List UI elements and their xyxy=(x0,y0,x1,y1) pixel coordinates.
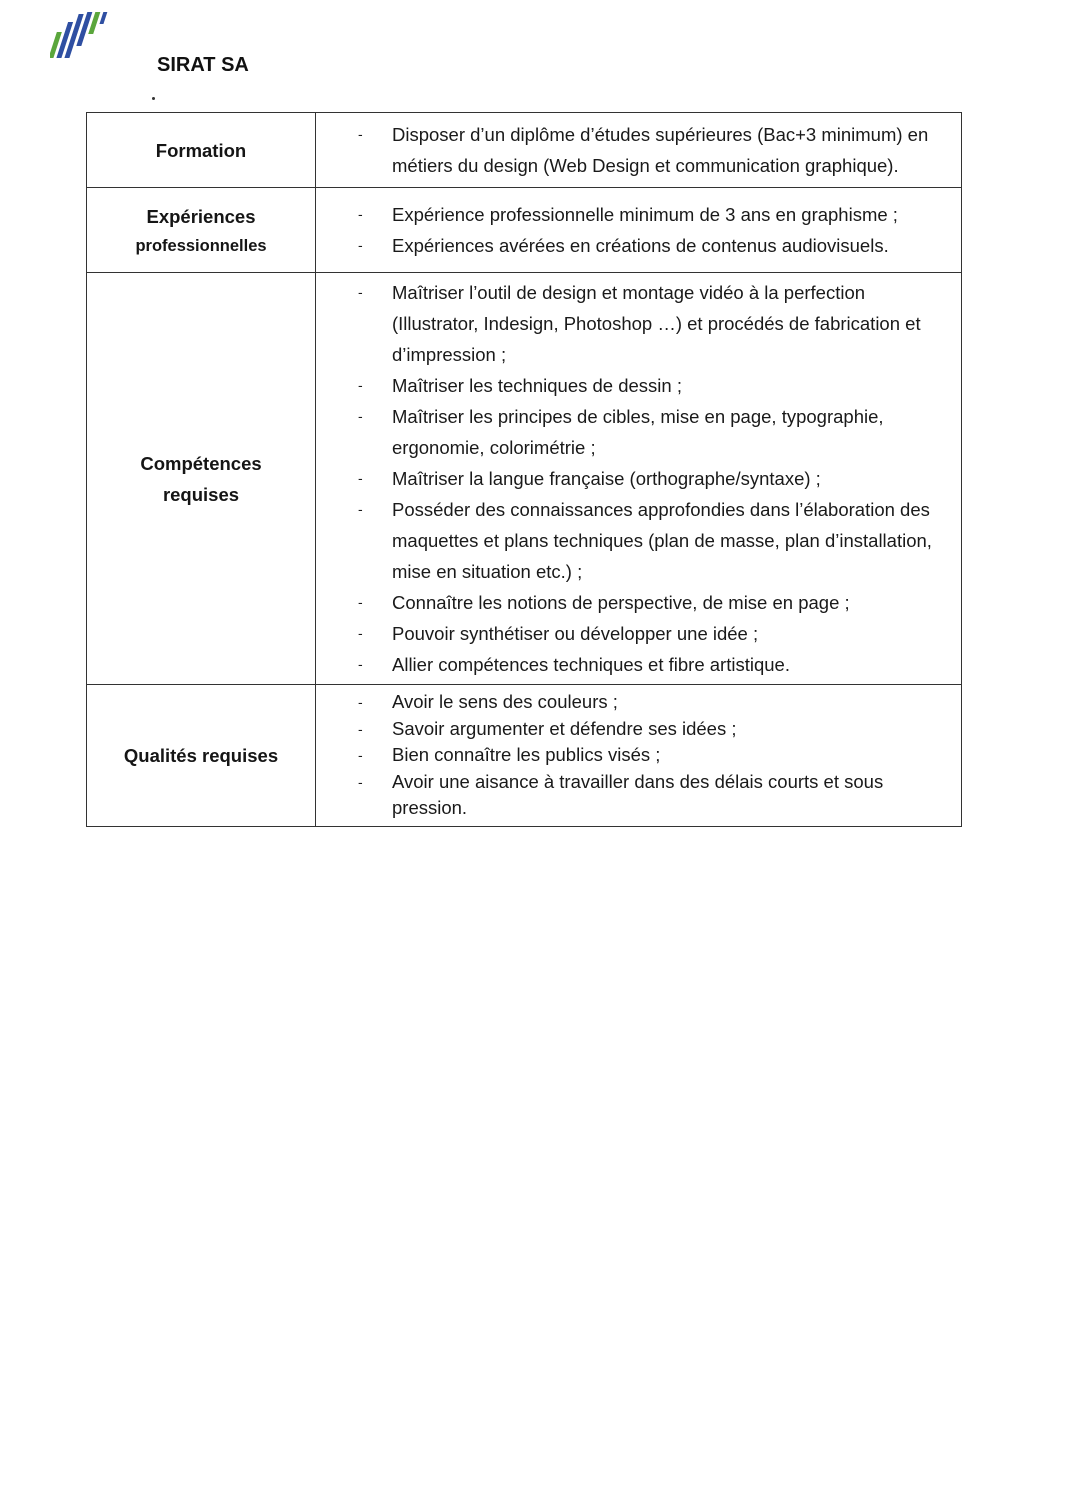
list-item: - Connaître les notions de perspective, de mise en page ; xyxy=(344,587,953,618)
list-item: - Maîtriser la langue française (orthographe/syntaxe) ; xyxy=(344,463,953,494)
list-item: - Maîtriser les techniques de dessin ; xyxy=(344,370,953,401)
row-content-experiences xyxy=(316,188,962,273)
list-item: - Expérience professionnelle minimum de 3 ans en graphisme ; xyxy=(344,199,953,230)
list-item: - Allier compétences techniques et fibre artistique. xyxy=(344,649,953,680)
list-item: - Bien connaître les publics visés ; xyxy=(344,742,953,769)
table-row xyxy=(87,113,962,188)
company-logo-icon xyxy=(50,10,112,62)
label-text: Compétences xyxy=(140,452,262,474)
list-item: - Maîtriser l’outil de design et montage vidéo à la perfection (Illustrator, Indesign, Photoshop …) et procédés de fabrication et d’impression ; xyxy=(344,277,953,370)
item-list xyxy=(344,277,953,680)
label-text: Expériences xyxy=(146,205,256,227)
company-name: SIRAT SA xyxy=(157,54,249,76)
row-content-competences xyxy=(316,273,962,685)
item-list xyxy=(344,689,953,822)
scan-dot xyxy=(152,97,155,100)
list-item: - Pouvoir synthétiser ou développer une idée ; xyxy=(344,618,953,649)
item-list xyxy=(344,199,953,261)
requirements-table xyxy=(86,112,962,827)
list-item: - Avoir le sens des couleurs ; xyxy=(344,689,953,716)
label-text: professionnelles xyxy=(135,236,267,255)
row-label-competences xyxy=(87,273,316,685)
row-label-formation xyxy=(87,113,316,188)
row-content-qualites xyxy=(316,685,962,827)
label-text: Qualités requises xyxy=(123,744,279,766)
table-row xyxy=(87,685,962,827)
list-item: - Disposer d’un diplôme d’études supérieures (Bac+3 minimum) en métiers du design (Web Design et communication graphique). xyxy=(344,119,953,181)
list-item: - Maîtriser les principes de cibles, mise en page, typographie, ergonomie, colorimétrie ; xyxy=(344,401,953,463)
list-item: - Posséder des connaissances approfondies dans l’élaboration des maquettes et plans techniques (plan de masse, plan d’installation, mise en situation etc.) ; xyxy=(344,494,953,587)
item-list xyxy=(344,119,953,181)
list-item: - Expériences avérées en créations de contenus audiovisuels. xyxy=(344,230,953,261)
row-label-experiences xyxy=(87,188,316,273)
row-label-qualites xyxy=(87,685,316,827)
table-row xyxy=(87,273,962,685)
list-item: - Avoir une aisance à travailler dans des délais courts et sous pression. xyxy=(344,769,953,822)
list-item: - Savoir argumenter et défendre ses idées ; xyxy=(344,716,953,743)
row-content-formation xyxy=(316,113,962,188)
label-text: Formation xyxy=(155,139,247,161)
label-text: requises xyxy=(162,483,240,505)
table-row xyxy=(87,188,962,273)
